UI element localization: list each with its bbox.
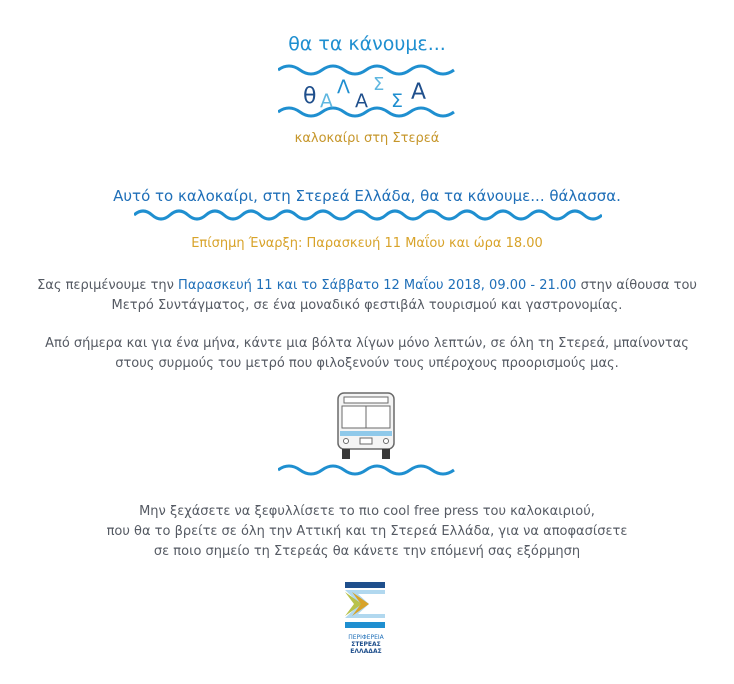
metro-line-2: στους συρμούς του μετρό που φιλοξενούν τους υπέροχους προορισμούς μας. [115, 356, 619, 371]
free-press-line-1: Μην ξεχάσετε να ξεφυλλίσετε το πιο cool free press του καλοκαιριού, [139, 504, 595, 519]
free-press-line-3: σε ποιο σημείο τη Στερεάς θα κάνετε την επόμενή σας εξόρμηση [153, 544, 581, 559]
event-paragraph [0, 276, 734, 316]
logo-letter: Σ [391, 90, 404, 112]
free-press-line-2: που θα το βρείτε σε όλη την Αττική και τη Στερεά Ελλάδα, για να αποφασίσετε [106, 524, 628, 539]
tagline: θα τα κάνουμε... [288, 33, 446, 55]
region-line-3: ΕΛΛΑΔΑΣ [350, 648, 382, 655]
event-line-2: Μετρό Συντάγματος, σε ένα μοναδικό φεστιβάλ τουρισμού και γαστρονομίας. [111, 298, 623, 313]
metro-line-1: Από σήμερα και για ένα μήνα, κάντε μια βόλτα λίγων μόνο λεπτών, σε όλη τη Στερεά, μπαίνοντας [45, 336, 689, 351]
region-line-1: ΠΕΡΙΦΕΡΕΙΑ [348, 634, 384, 641]
free-press-paragraph [0, 502, 734, 562]
event-dates: Παρασκευή 11 και το Σάββατο 12 Μαΐου 2018, 09.00 - 21.00 [178, 278, 577, 293]
region-name [336, 634, 396, 655]
event-line-1 [0, 276, 734, 296]
logo-subtitle: καλοκαίρι στη Στερεά [294, 131, 440, 146]
logo-letter: Σ [373, 74, 385, 95]
middle-wave-decoration [134, 206, 602, 224]
official-opening: Επίσημη Έναρξη: Παρασκευή 11 Μαΐου και ώρα 18.00 [191, 236, 543, 251]
region-sigma-logo [336, 580, 396, 670]
logo-letter: Α [411, 80, 427, 105]
metro-paragraph [0, 334, 734, 374]
region-line-2: ΣΤΕΡΕΑΣ [351, 641, 381, 648]
thalassa-logo [0, 70, 734, 110]
logo-letter: Λ [337, 76, 350, 98]
metro-train-illustration [332, 389, 400, 461]
lower-wave-decoration [278, 458, 456, 490]
event-suffix: στην αίθουσα του [576, 278, 697, 293]
logo-letter: θ [303, 84, 317, 109]
intro-heading: Αυτό το καλοκαίρι, στη Στερεά Ελλάδα, θα τα κάνουμε... θάλασσα. [113, 187, 621, 205]
event-prefix: Σας περιμένουμε την [37, 278, 179, 293]
logo-letter: Α [355, 90, 368, 112]
logo-letter: Α [320, 90, 333, 112]
